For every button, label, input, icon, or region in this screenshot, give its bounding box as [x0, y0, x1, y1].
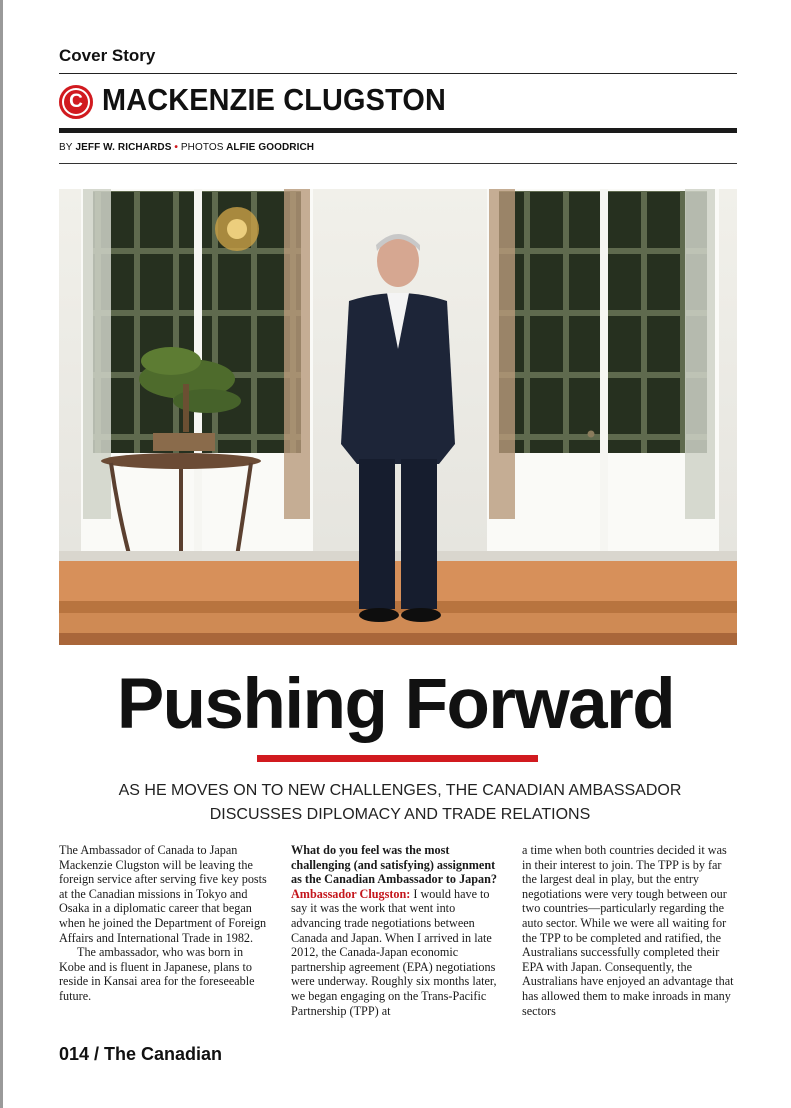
byline-divider [59, 163, 737, 164]
headline-accent-bar [257, 755, 538, 762]
interview-question: What do you feel was the most challenging (and satisfying) assignment as the Canadian Ambassador to Japan? [291, 843, 497, 887]
answer-text: I would have to say it was the work that went into advancing trade negotiations between Canada and Japan. When I arrived in late 2012, the Canada-Japan economic partnership agreement (EPA) negotiations were underway. Roughly six months later, we began engaging on the Trans-Pacific Partnership (TPP) at [291, 886, 497, 1018]
photos-label: PHOTOS [180, 142, 224, 153]
subject-name: MACKENZIE CLUGSTON [102, 82, 446, 117]
page-edge [0, 0, 3, 1108]
body-paragraph: The Ambassador of Canada to Japan Mackenzie Clugston will be leaving the foreign service after serving five key posts at the Canadian missions in Tokyo and Osaka in a diplomatic career that began when he joined the Department of Foreign Affairs and International Trade in 1982. [59, 843, 267, 945]
interview-answer [291, 887, 503, 1018]
byline [59, 142, 314, 153]
headline: Pushing Forward [116, 665, 675, 744]
cover-photo [59, 189, 737, 645]
speaker-label: Ambassador Clugston: [291, 886, 411, 901]
top-divider [59, 73, 737, 74]
body-column-3 [522, 843, 734, 1018]
separator-dot-icon: • [174, 142, 178, 153]
by-label: BY [59, 142, 73, 153]
body-column-1 [59, 843, 271, 1004]
body-column-2 [291, 843, 503, 1018]
body-paragraph: The ambassador, who was born in Kobe and is fluent in Japanese, plans to reside in Kansai area for the foreseeable future. [59, 945, 255, 1003]
magazine-logo-icon: C [59, 85, 93, 119]
page-footer: 014 / The Canadian [59, 1044, 223, 1064]
photographer-name: ALFIE GOODRICH [226, 142, 315, 153]
body-paragraph: a time when both countries decided it was in their interest to join. The TPP is by far the largest deal in play, but the entry negotiations were very tough between our two countries—particularly regarding the auto sector. While we were all waiting for the TPP to be completed and ratified, the Australians successfully completed their EPA with Japan. Consequently, the Australians have enjoyed an advantage that has allowed them to make inroads in many sectors [522, 843, 734, 1018]
deck-subheading: AS HE MOVES ON TO NEW CHALLENGES, THE CANADIAN AMBASSADOR DISCUSSES DIPLOMACY AND TRADE RELATIONS [118, 782, 682, 823]
thick-divider [59, 128, 737, 133]
author-name: JEFF W. RICHARDS [75, 142, 172, 153]
section-label: Cover Story [59, 46, 156, 65]
